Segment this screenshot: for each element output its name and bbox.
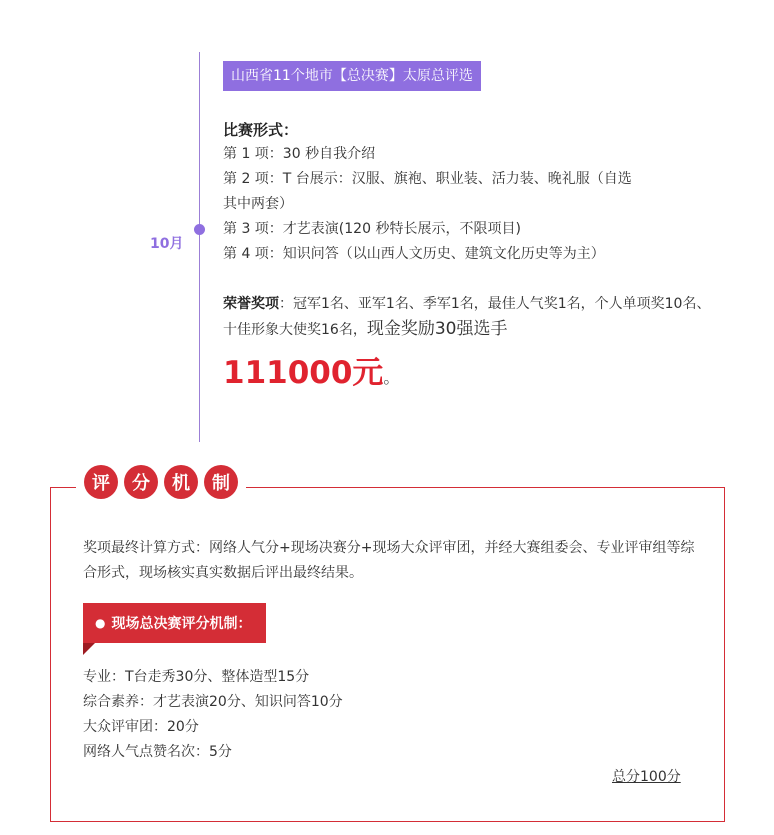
honor-label: 荣誉奖项 (223, 296, 279, 312)
scoring-title-char: 分 (124, 465, 158, 499)
stage-title: 山西省11个地市【总决赛】太原总评选 (223, 61, 481, 91)
tag-fold-icon (83, 643, 95, 655)
cash-period: 。 (383, 368, 400, 387)
final-scoring-label: 现场总决赛评分机制： (111, 616, 252, 632)
cash-amount-line (223, 353, 399, 398)
cash-amount: 111000元 (223, 355, 384, 391)
honor-paragraph (223, 292, 718, 343)
format-item: 第 1 项：30 秒自我介绍 (223, 146, 376, 162)
scoring-item: 综合素养：才艺表演20分、知识问答10分 (83, 694, 343, 710)
format-item: 第 3 项：才艺表演(120 秒特长展示，不限项目) (223, 221, 521, 237)
honor-text: ：冠军1名、亚军1名、季军1名，最佳人气奖1名，个人单项奖10名、十佳形象大使奖16名， (223, 296, 711, 338)
scoring-title-char: 评 (84, 465, 118, 499)
format-item: 第 4 项：知识问答（以山西人文历史、建筑文化历史等为主） (223, 246, 605, 262)
scoring-item: 网络人气点赞名次：5分 (83, 744, 232, 760)
final-scoring-tag (83, 603, 266, 643)
scoring-item: 大众评审团：20分 (83, 719, 199, 735)
cash-text: 现金奖励30强选手 (366, 319, 508, 339)
format-item: 第 2 项：T 台展示：汉服、旗袍、职业装、活力装、晚礼服（自选 (223, 171, 632, 187)
format-item: 其中两套） (223, 196, 293, 212)
timeline-dot (194, 224, 205, 235)
month-label: 10月 (150, 236, 184, 252)
scoring-title-char: 机 (164, 465, 198, 499)
format-list (223, 142, 718, 267)
format-heading: 比赛形式： (223, 121, 299, 139)
scoring-items (83, 665, 343, 765)
scoring-title (76, 463, 246, 501)
timeline-line (199, 52, 200, 442)
scoring-title-char: 制 (204, 465, 238, 499)
scoring-description: 奖项最终计算方式：网络人气分+现场决赛分+现场大众评审团，并经大赛组委会、专业评审组等综合形式，现场核实真实数据后评出最终结果。 (83, 540, 695, 581)
scoring-item: 专业：T台走秀30分、整体造型15分 (83, 669, 310, 685)
bullet-icon: ● (95, 616, 106, 630)
total-score: 总分100分 (612, 769, 681, 785)
